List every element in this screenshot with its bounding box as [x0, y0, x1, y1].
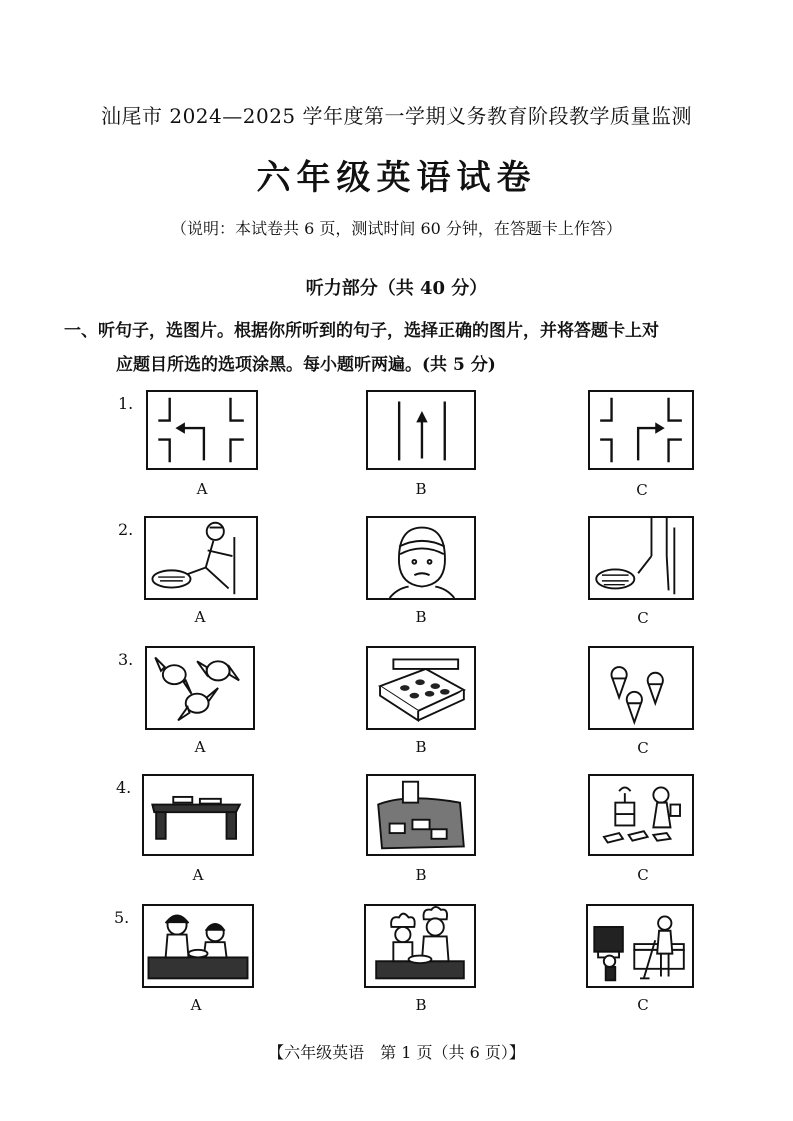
exam-header: 汕尾市 2024—2025 学年度第一学期义务教育阶段教学质量监测 — [100, 104, 692, 128]
option-label: A — [192, 866, 204, 884]
question-number: 5. — [114, 908, 130, 927]
instruction-line-1: 一、听句子，选图片。根据你所听到的句子，选择正确的图片，并将答题卡上对 — [64, 321, 659, 341]
exam-title: 六年级英语试卷 — [256, 158, 537, 198]
hurt-foot-crutch-icon — [144, 516, 258, 600]
chefs-cooking-icon — [364, 904, 476, 988]
option-label: B — [415, 608, 427, 626]
desk-with-books-icon — [142, 774, 254, 856]
option-label: C — [636, 481, 648, 499]
headache-icon — [366, 516, 476, 600]
mother-daughter-cooking-icon — [142, 904, 254, 988]
option-label: C — [637, 739, 649, 757]
question-number: 2. — [118, 520, 134, 539]
option-label: B — [415, 866, 427, 884]
question-number: 3. — [118, 650, 134, 669]
instruction-line-2: 应题目所选的选项涂黑。每小题听两遍。(共 5 分) — [116, 355, 496, 375]
ice-creams-icon — [588, 646, 694, 730]
option-label: C — [637, 866, 649, 884]
option-label: B — [415, 996, 427, 1014]
option-label: B — [415, 480, 427, 498]
exam-note: （说明：本试卷共 6 页，测试时间 60 分钟，在答题卡上作答） — [171, 219, 622, 238]
option-label: A — [196, 480, 208, 498]
option-label: C — [637, 609, 649, 627]
page-footer: 【六年级英语 第 1 页（共 6 页）】 — [268, 1043, 525, 1062]
question-number: 1. — [118, 394, 134, 413]
turn-left-icon — [146, 390, 258, 470]
cleaning-room-icon — [586, 904, 694, 988]
go-straight-icon — [366, 390, 476, 470]
messy-room-icon — [366, 774, 476, 856]
question-number: 4. — [116, 778, 132, 797]
option-label: B — [415, 738, 427, 756]
option-label: A — [194, 608, 206, 626]
hurt-foot-icon — [588, 516, 694, 600]
option-label: C — [637, 996, 649, 1014]
option-label: A — [190, 996, 202, 1014]
candies-icon — [145, 646, 255, 730]
turn-right-icon — [588, 390, 694, 470]
chocolate-box-icon — [366, 646, 476, 730]
option-label: A — [194, 738, 206, 756]
reading-boy-icon — [588, 774, 694, 856]
section-title: 听力部分（共 40 分） — [305, 278, 488, 299]
